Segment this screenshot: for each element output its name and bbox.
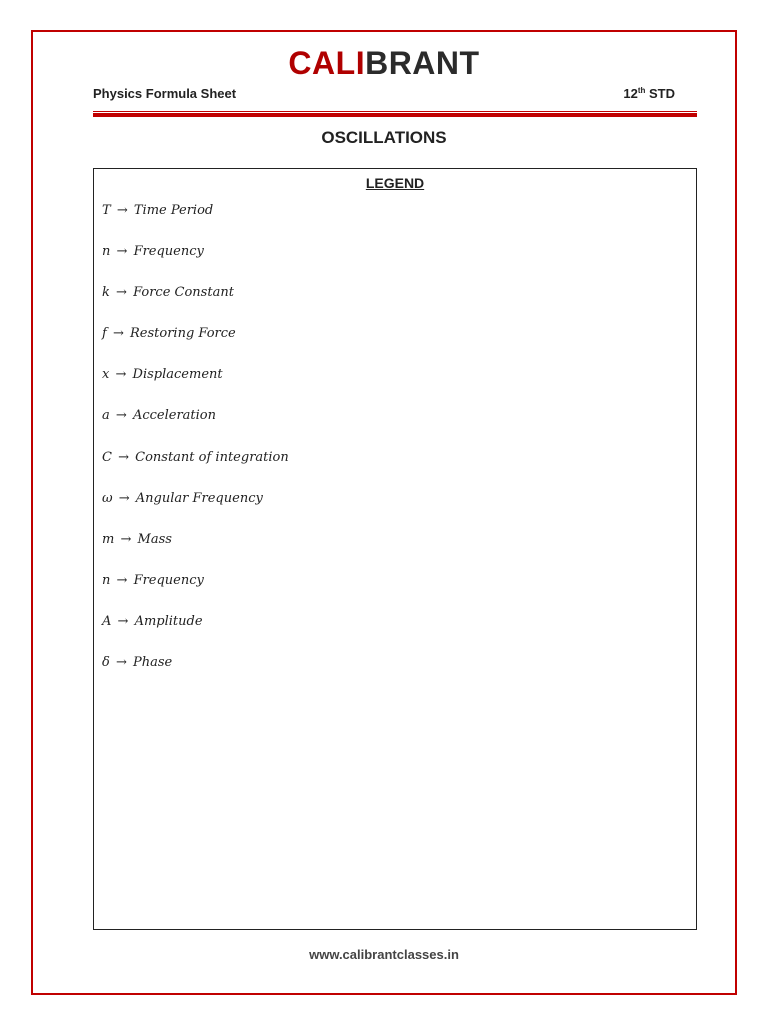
arrow-icon: →: [118, 490, 130, 506]
legend-item: [102, 491, 289, 532]
legend-meaning: Angular Frequency: [135, 490, 263, 506]
legend-meaning: Force Constant: [133, 285, 234, 301]
legend-meaning: Restoring Force: [130, 326, 236, 342]
legend-symbol: δ: [102, 655, 110, 671]
arrow-icon: →: [116, 244, 128, 260]
legend-symbol: T: [102, 203, 111, 218]
legend-heading: LEGEND: [365, 175, 425, 191]
legend-symbol: f: [102, 326, 107, 342]
grade-label: [623, 86, 675, 101]
legend-meaning: Amplitude: [134, 613, 203, 629]
arrow-icon: →: [116, 572, 128, 588]
legend-meaning: Constant of integration: [135, 449, 289, 465]
arrow-icon: →: [115, 367, 127, 383]
legend-meaning: Mass: [137, 531, 172, 547]
legend-list: [102, 203, 289, 696]
legend-meaning: Acceleration: [132, 408, 216, 424]
arrow-icon: →: [117, 613, 129, 629]
grade-number: 12: [623, 86, 638, 101]
legend-item: [102, 450, 289, 491]
arrow-icon: →: [115, 408, 127, 424]
legend-item: [102, 614, 289, 655]
arrow-icon: →: [116, 285, 127, 301]
legend-meaning: Frequency: [133, 244, 204, 260]
brand-logo: [0, 44, 768, 82]
legend-symbol: n: [102, 244, 111, 260]
legend-item: [102, 408, 289, 449]
legend-symbol: a: [102, 408, 110, 424]
legend-meaning: Phase: [133, 655, 173, 671]
legend-item: [102, 285, 289, 326]
page-title: OSCILLATIONS: [321, 128, 447, 147]
legend-item: [102, 532, 289, 573]
legend-symbol: k: [102, 285, 110, 301]
legend-symbol: C: [102, 449, 112, 465]
legend-item: [102, 573, 289, 614]
legend-symbol: A: [102, 613, 112, 629]
grade-superscript: th: [637, 86, 646, 95]
header-rule-thin: [93, 111, 697, 112]
arrow-icon: →: [116, 203, 128, 218]
legend-box: [93, 168, 697, 930]
legend-item: [102, 367, 289, 408]
legend-symbol: x: [102, 367, 110, 383]
arrow-icon: →: [120, 531, 132, 547]
arrow-icon: →: [118, 449, 129, 465]
legend-item: [102, 244, 289, 285]
legend-meaning: Displacement: [132, 367, 223, 383]
grade-suffix: STD: [649, 86, 675, 101]
legend-symbol: m: [102, 531, 115, 547]
arrow-icon: →: [115, 655, 127, 671]
logo-part-red: CALI: [288, 45, 366, 81]
legend-meaning: Frequency: [133, 572, 204, 588]
sheet-subtitle: Physics Formula Sheet: [93, 86, 237, 101]
legend-item: [102, 655, 289, 696]
logo-part-dark: BRANT: [365, 45, 480, 81]
legend-item: [102, 203, 289, 244]
legend-item: [102, 326, 289, 367]
arrow-icon: →: [112, 326, 124, 342]
footer-website: www.calibrantclasses.in: [309, 947, 459, 962]
legend-meaning: Time Period: [133, 203, 214, 218]
legend-symbol: ω: [102, 490, 113, 506]
header-rule-thick: [93, 113, 697, 117]
legend-symbol: n: [102, 572, 111, 588]
